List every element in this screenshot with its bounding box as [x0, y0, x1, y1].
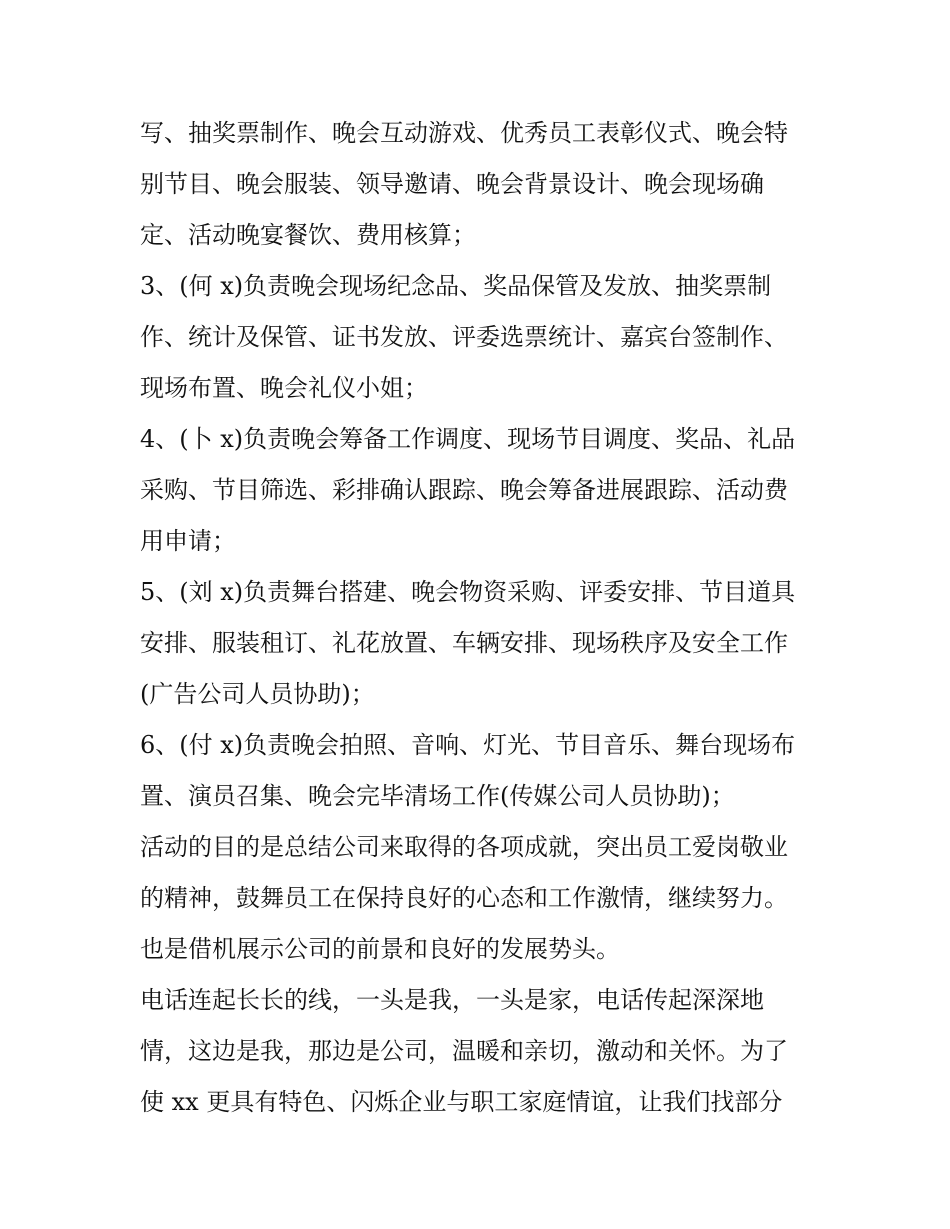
text-line: 3、(何 x)负责晚会现场纪念品、奖品保管及发放、抽奖票制 [140, 272, 772, 300]
text-line: 置、演员召集、晚会完毕清场工作(传媒公司人员协助)； [140, 782, 735, 810]
text-line: 活动的目的是总结公司来取得的各项成就，突出员工爱岗敬业 [140, 833, 788, 861]
text-line: 情，这边是我，那边是公司，温暖和亲切，激动和关怀。为了 [140, 1037, 788, 1065]
text-line: 用申请； [140, 527, 236, 555]
text-line: 4、(卜 x)负责晚会筹备工作调度、现场节目调度、奖品、礼品 [140, 425, 796, 453]
text-line: 6、(付 x)负责晚会拍照、音响、灯光、节目音乐、舞台现场布 [140, 731, 796, 759]
text-line: 也是借机展示公司的前景和良好的发展势头。 [140, 935, 620, 963]
text-line: 作、统计及保管、证书发放、评委选票统计、嘉宾台签制作、 [140, 323, 788, 351]
text-line: 写、抽奖票制作、晚会互动游戏、优秀员工表彰仪式、晚会特 [140, 119, 788, 147]
text-line: 采购、节目筛选、彩排确认跟踪、晚会筹备进展跟踪、活动费 [140, 476, 788, 504]
text-line: 别节目、晚会服装、领导邀请、晚会背景设计、晚会现场确 [140, 170, 764, 198]
text-line: (广告公司人员协助)； [140, 680, 375, 708]
text-line: 定、活动晚宴餐饮、费用核算； [140, 221, 476, 249]
text-line: 现场布置、晚会礼仪小姐； [140, 374, 428, 402]
text-line: 电话连起长长的线，一头是我，一头是家，电话传起深深地 [140, 986, 764, 1014]
text-line: 的精神，鼓舞员工在保持良好的心态和工作激情，继续努力。 [140, 884, 788, 912]
text-line: 5、(刘 x)负责舞台搭建、晚会物资采购、评委安排、节目道具 [140, 578, 796, 606]
text-line: 安排、服装租订、礼花放置、车辆安排、现场秩序及安全工作 [140, 629, 788, 657]
text-line: 使 xx 更具有特色、闪烁企业与职工家庭情谊，让我们找部分 [140, 1088, 783, 1116]
document-body [140, 108, 830, 1128]
